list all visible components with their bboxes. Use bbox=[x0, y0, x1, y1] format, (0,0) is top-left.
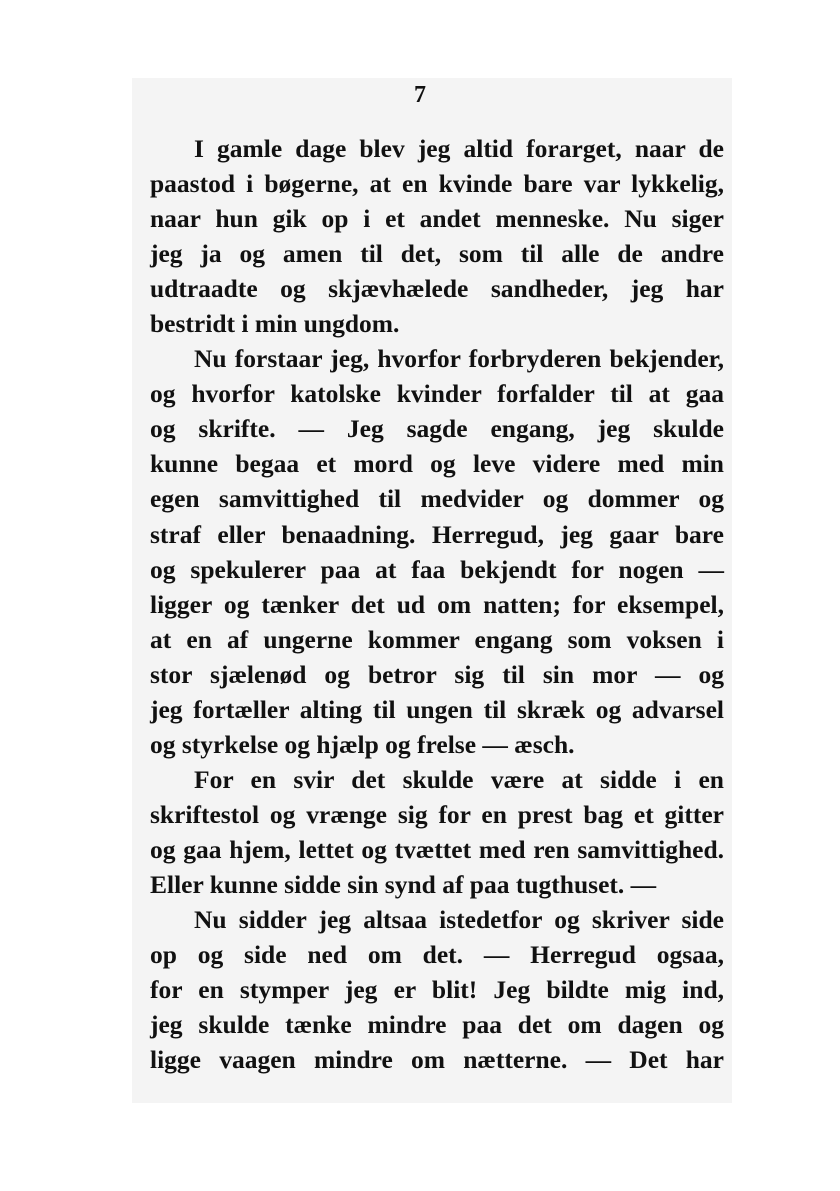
text-line: paastod i bøgerne, at en kvinde bare var lykkelig, bbox=[150, 169, 724, 199]
text-line: naar hun gik op i et andet menneske. Nu siger bbox=[150, 204, 724, 234]
text-line: jeg fortæller alting til ungen til skræk og advarsel bbox=[150, 694, 724, 724]
paragraph-3 bbox=[150, 762, 724, 902]
text-line: at en af ungerne kommer engang som voksen i bbox=[150, 624, 724, 654]
text-line: og styrkelse og hjælp og frelse — æsch. bbox=[150, 729, 575, 759]
text-line: og hvorfor katolske kvinder forfalder til at gaa bbox=[150, 379, 724, 409]
page-number: 7 bbox=[414, 82, 426, 108]
text-line: skriftestol og vrænge sig for en prest bag et gitter bbox=[150, 799, 724, 829]
text-line: Nu sidder jeg altsaa istedetfor og skriver side bbox=[194, 905, 724, 935]
text-line: og skrifte. — Jeg sagde engang, jeg skulde bbox=[150, 414, 724, 444]
text-line: bestridt i min ungdom. bbox=[150, 309, 400, 339]
text-line: straf eller benaadning. Herregud, jeg gaar bare bbox=[150, 519, 724, 549]
text-line: kunne begaa et mord og leve videre med min bbox=[150, 449, 724, 479]
text-line: egen samvittighed til medvider og dommer og bbox=[150, 484, 724, 514]
paragraph-1 bbox=[150, 131, 724, 341]
text-line: udtraadte og skjævhælede sandheder, jeg har bbox=[150, 274, 724, 304]
text-line: For en svir det skulde være at sidde i en bbox=[194, 764, 724, 794]
body-text bbox=[150, 131, 724, 1077]
text-line: stor sjælenød og betror sig til sin mor — og bbox=[150, 659, 724, 689]
text-line: og spekulerer paa at faa bekjendt for nogen — bbox=[150, 554, 724, 584]
text-line: ligge vaagen mindre om nætterne. — Det har bbox=[150, 1045, 724, 1075]
text-line: jeg ja og amen til det, som til alle de andre bbox=[150, 239, 724, 269]
text-line: Nu forstaar jeg, hvorfor forbryderen bekjender, bbox=[194, 344, 724, 374]
paragraph-2 bbox=[150, 341, 724, 762]
text-line: jeg skulde tænke mindre paa det om dagen og bbox=[150, 1010, 724, 1040]
text-line: Eller kunne sidde sin synd af paa tugthuset. — bbox=[150, 869, 657, 899]
text-line: ligger og tænker det ud om natten; for eksempel, bbox=[150, 589, 724, 619]
text-line: for en stymper jeg er blit! Jeg bildte mig ind, bbox=[150, 975, 724, 1005]
paragraph-4 bbox=[150, 902, 724, 1077]
text-line: I gamle dage blev jeg altid forarget, naar de bbox=[194, 134, 724, 163]
text-line: op og side ned om det. — Herregud ogsaa, bbox=[150, 940, 724, 970]
text-line: og gaa hjem, lettet og tvættet med ren samvittighed. bbox=[150, 834, 724, 864]
